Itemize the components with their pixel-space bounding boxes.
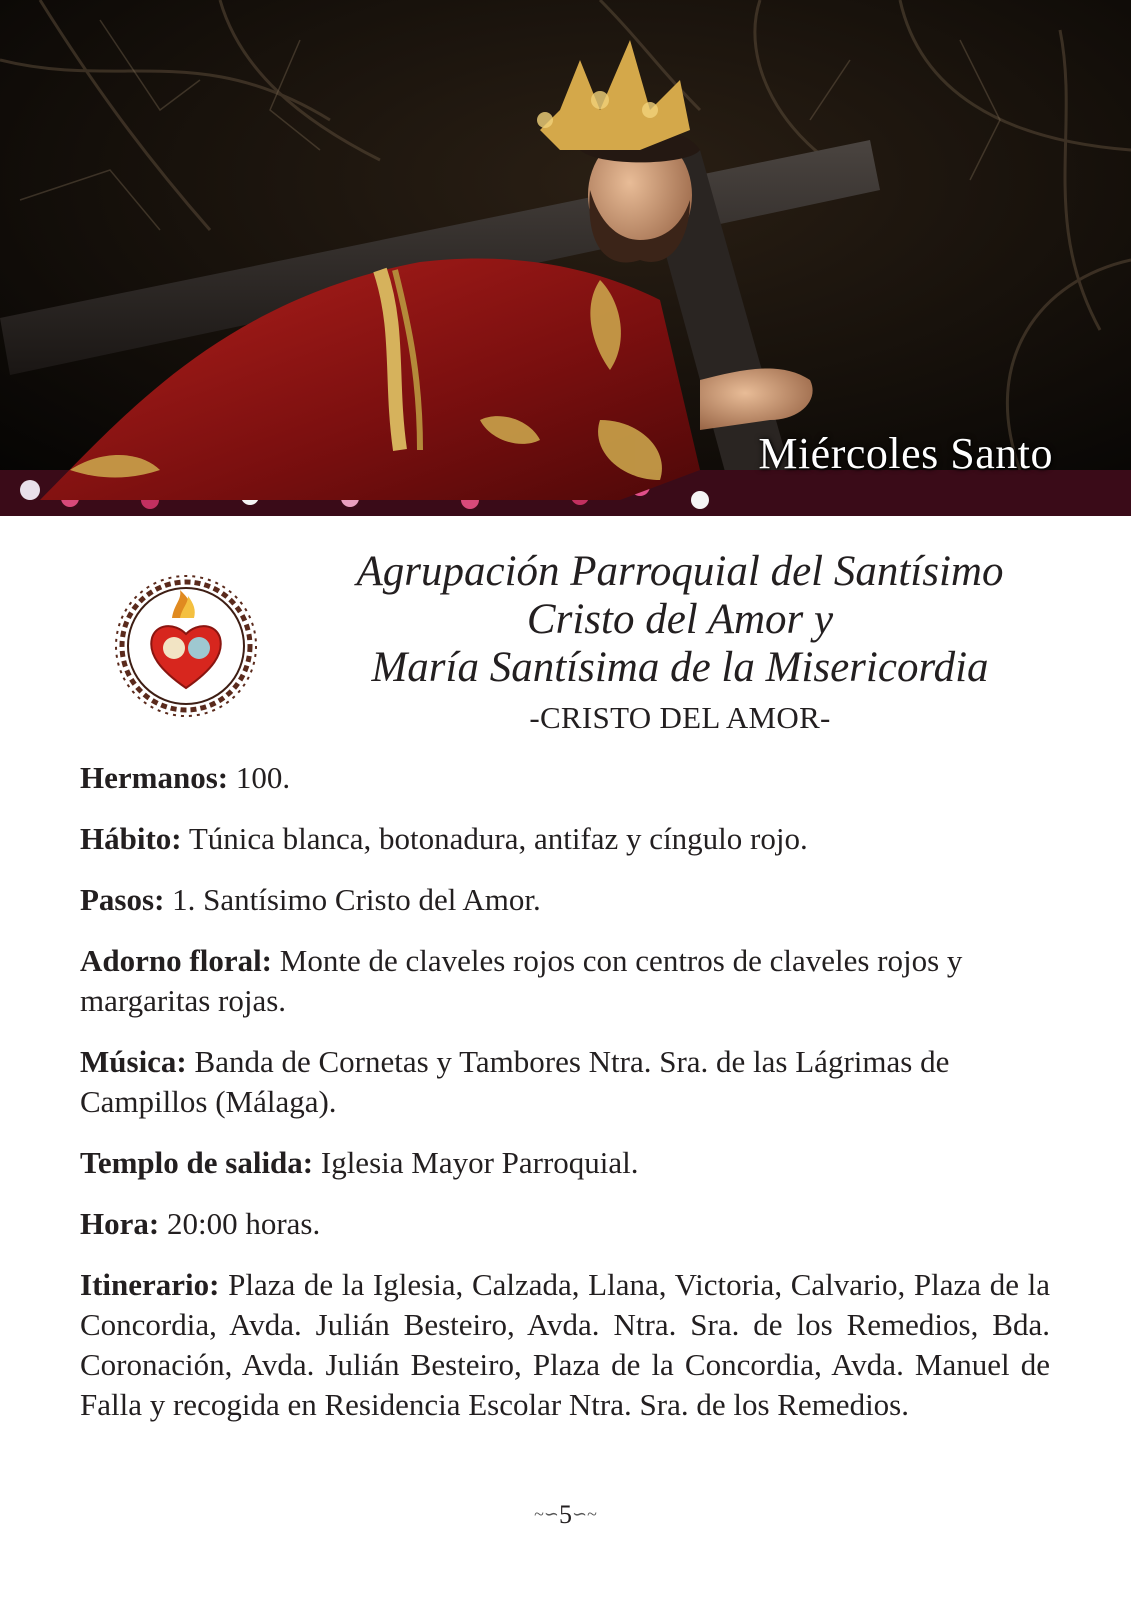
day-caption: Miércoles Santo xyxy=(758,429,1053,478)
entry-value: 20:00 horas. xyxy=(159,1206,321,1241)
entry-value: Túnica blanca, botonadura, antifaz y cíngulo rojo. xyxy=(181,821,808,856)
brotherhood-emblem xyxy=(110,570,262,722)
entry-label: Adorno floral: xyxy=(80,943,273,978)
page-number xyxy=(0,1500,1131,1530)
entry-label: Templo de salida: xyxy=(80,1145,314,1180)
entry-value: Plaza de la Iglesia, Calzada, Llana, Victoria, Calvario, Plaza de la Concordia, Avda. Julián Besteiro, Avda. Ntra. Sra. de los Remedios, Bda. Coronación, Avda. Julián Besteiro, Plaza de la Concordia, Avda. Manuel de Falla y recogida en Residencia Escolar Ntra. Sra. de los Remedios. xyxy=(80,1267,1050,1422)
entry-value: Monte de claveles rojos con centros de claveles rojos y margaritas rojas. xyxy=(80,943,963,1018)
entry-hermanos xyxy=(80,758,1050,798)
entry-hora xyxy=(80,1204,1050,1244)
entry-value: 1. Santísimo Cristo del Amor. xyxy=(164,882,541,917)
entry-label: Hora: xyxy=(80,1206,160,1241)
brotherhood-subtitle: -CRISTO DEL AMOR- xyxy=(529,700,831,735)
title-line-3: María Santísima de la Misericordia xyxy=(371,644,989,691)
entry-pasos xyxy=(80,880,1050,920)
brotherhood-header xyxy=(300,548,1060,738)
entry-value: Banda de Cornetas y Tambores Ntra. Sra. de las Lágrimas de Campillos (Málaga). xyxy=(80,1044,950,1119)
hero-photo xyxy=(0,0,1131,516)
ornament-right-icon: ∽~ xyxy=(572,1504,597,1524)
entry-templo xyxy=(80,1143,1050,1183)
sacred-heart-icon xyxy=(110,570,262,722)
entry-value: 100. xyxy=(228,760,291,795)
entry-label: Hermanos: xyxy=(80,760,229,795)
entry-value: Iglesia Mayor Parroquial. xyxy=(313,1145,639,1180)
entry-label: Hábito: xyxy=(80,821,182,856)
entry-adorno-floral xyxy=(80,941,1050,1021)
title-line-1: Agrupación Parroquial del Santísimo xyxy=(356,548,1004,595)
title-line-2: Cristo del Amor y xyxy=(526,596,834,643)
entry-label: Pasos: xyxy=(80,882,165,917)
entry-itinerario xyxy=(80,1265,1050,1425)
entry-label: Itinerario: xyxy=(80,1267,220,1302)
entry-musica xyxy=(80,1042,1050,1122)
ornament-left-icon: ~∽ xyxy=(534,1504,559,1524)
entry-habito xyxy=(80,819,1050,859)
details-list xyxy=(80,758,1050,1446)
entry-label: Música: xyxy=(80,1044,187,1079)
page-number-text: 5 xyxy=(559,1500,572,1529)
